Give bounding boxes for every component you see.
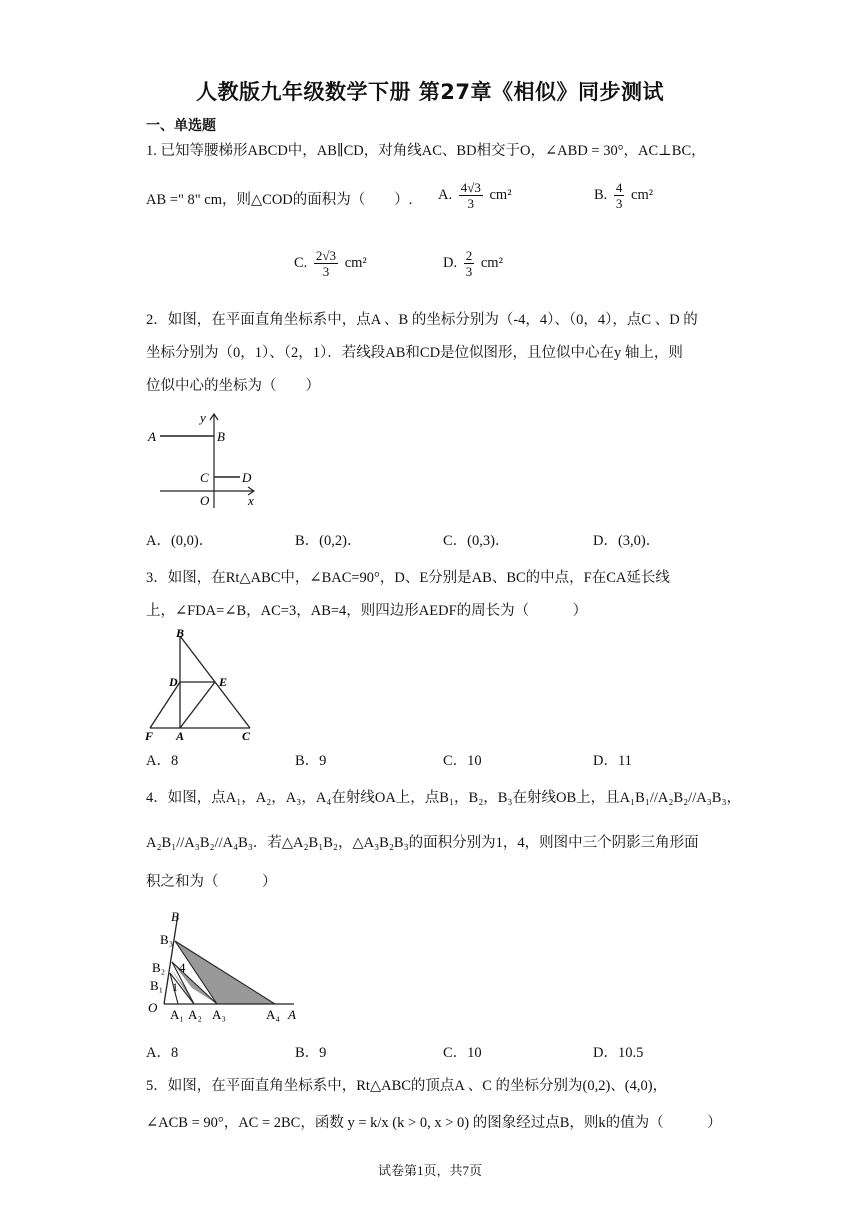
label-c: C	[242, 729, 251, 742]
label-e: E	[219, 675, 228, 689]
label-b: B	[176, 626, 185, 640]
page-footer: 试卷第1页，共7页	[377, 1163, 482, 1178]
label-a2: A₂	[188, 1007, 202, 1022]
q2-line1: 2．如图，在平面直角坐标系中，点A 、B 的坐标分别为（-4，4）、（0，4），点C 、D 的	[146, 312, 698, 328]
q1-b-unit: cm²	[631, 186, 654, 203]
area-label-1: 1	[172, 980, 178, 994]
q5-line2: ∠ACB = 90°，AC = 2BC，函数 y = k/x (k > 0, x > 0) 的图象经过点B，则k的值为（ ）	[146, 1115, 722, 1131]
q1-option-a-label: A.	[438, 186, 453, 203]
point-c-label: C	[200, 470, 209, 485]
q3-option-a[interactable]: A．8	[146, 753, 179, 769]
q1-line1: 1. 已知等腰梯形ABCD中，AB∥CD，对角线AC、BD相交于O，∠ABD = 30°，AC⊥BC，	[146, 143, 706, 159]
q4-option-d[interactable]: D．10.5	[593, 1045, 644, 1061]
q1-option-d-label: D.	[443, 254, 458, 271]
q4-line1: 4．如图，点A₁，A₂，A₃，A₄在射线OA上，点B₁，B₂，B₃在射线OB上，且A₁B₁//A₂B₂//A₃B₃，	[146, 790, 741, 806]
q1-option-c[interactable]	[294, 248, 367, 279]
label-a: A	[288, 1007, 296, 1022]
label-a: A	[176, 729, 185, 742]
q1-d-denominator: 3	[465, 264, 473, 279]
line-ae	[180, 682, 215, 728]
q4-option-c[interactable]: C．10	[443, 1045, 482, 1061]
q2-option-a[interactable]: A．(0,0)．	[146, 533, 214, 549]
q1-c-numerator: 2√3	[315, 248, 337, 263]
point-d-label: D	[242, 470, 252, 485]
q3-option-c[interactable]: C．10	[443, 753, 482, 769]
point-b-label: B	[217, 429, 225, 444]
q3-option-d[interactable]: D．11	[593, 753, 632, 769]
label-b2: B₂	[152, 960, 166, 975]
q2-line2: 坐标分别为（0，1）、（2，1）．若线段AB和CD是位似图形，且位似中心在y 轴上，则	[146, 345, 683, 361]
q1-option-a[interactable]	[438, 180, 512, 211]
q3-line1: 3．如图，在Rt△ABC中，∠BAC=90°，D、E分别是AB、BC的中点，F在CA延长线	[146, 570, 670, 586]
q4-rays-figure	[142, 906, 310, 1024]
q3-triangle-figure	[142, 626, 260, 742]
x-axis-label: x	[248, 493, 254, 508]
label-o: O	[148, 1000, 158, 1015]
q2-line3: 位似中心的坐标为（ ）	[146, 378, 320, 394]
label-b1: B₁	[150, 978, 164, 993]
label-a4: A₄	[266, 1007, 280, 1022]
label-b: B	[171, 909, 179, 924]
q1-a-numerator: 4√3	[460, 180, 481, 195]
q1-option-c-label: C.	[294, 254, 308, 271]
q2-option-b[interactable]: B．(0,2)．	[295, 533, 362, 549]
label-d: D	[169, 675, 178, 689]
q1-b-denominator: 3	[615, 196, 623, 211]
label-f: F	[145, 729, 154, 742]
point-a-label: A	[148, 429, 156, 444]
q2-coordinate-figure	[142, 408, 267, 508]
q1-c-unit: cm²	[344, 254, 367, 271]
q2-option-d[interactable]: D．(3,0)．	[593, 533, 661, 549]
page-title: 人教版九年级数学下册 第27章《相似》同步测试	[195, 80, 665, 104]
q1-a-denominator: 3	[467, 196, 475, 211]
section-heading: 一、单选题	[146, 118, 216, 134]
origin-label: O	[200, 493, 210, 508]
label-b3: B₃	[160, 932, 174, 947]
q1-d-numerator: 2	[465, 248, 473, 263]
q4-option-b[interactable]: B．9	[295, 1045, 327, 1061]
q1-option-d[interactable]	[443, 248, 503, 279]
y-axis-label: y	[200, 410, 206, 425]
q1-a-unit: cm²	[489, 186, 512, 203]
q2-option-c[interactable]: C．(0,3)．	[443, 533, 510, 549]
label-a3: A₃	[212, 1007, 226, 1022]
q1-c-denominator: 3	[322, 264, 330, 279]
q3-line2: 上，∠FDA=∠B，AC=3，AB=4，则四边形AEDF的周长为（ ）	[146, 603, 588, 619]
q1-b-numerator: 4	[615, 180, 623, 195]
q1-option-b[interactable]	[594, 180, 653, 211]
q4-line3: 积之和为（ ）	[146, 874, 277, 890]
q1-d-unit: cm²	[480, 254, 503, 271]
q5-line1: 5．如图，在平面直角坐标系中，Rt△ABC的顶点A 、C 的坐标分别为(0,2)、(4,0)，	[146, 1078, 668, 1094]
q1-option-b-label: B.	[594, 186, 608, 203]
area-label-4: 4	[179, 960, 186, 975]
q1-line2: AB =" 8" cm，则△COD的面积为（ ）.	[146, 192, 413, 208]
q4-line2: A₂B₁//A₃B₂//A₄B₃．若△A₂B₁B₂，△A₃B₂B₃的面积分别为1，4，则图中三个阴影三角形面	[146, 835, 699, 851]
q4-option-a[interactable]: A．8	[146, 1045, 179, 1061]
q3-option-b[interactable]: B．9	[295, 753, 327, 769]
label-a1: A₁	[170, 1007, 184, 1022]
